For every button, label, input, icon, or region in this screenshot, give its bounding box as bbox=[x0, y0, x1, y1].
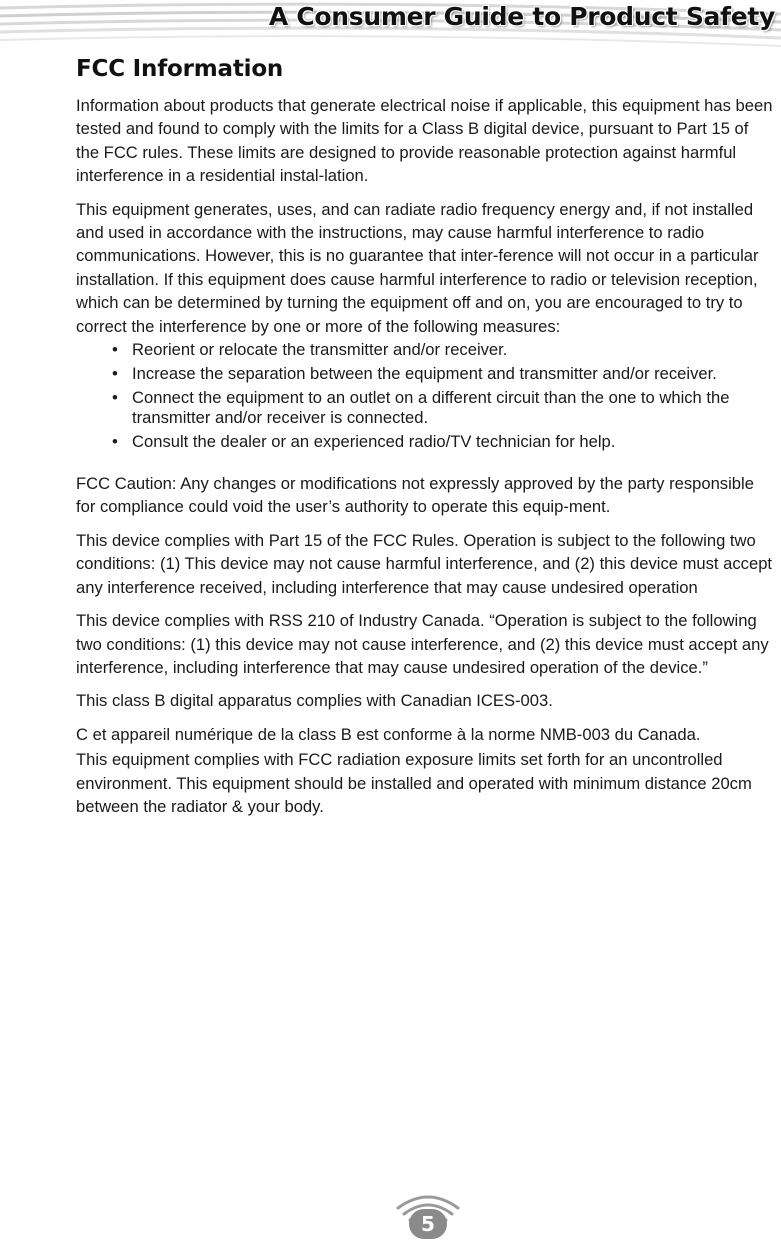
paragraph-rss210: This device complies with RSS 210 of Industry Canada. “Operation is subject to the following two conditions: (1) this device may not cause interference, and (2) this device must accept any interference, including interference that may cause undesired operation of the device.” bbox=[76, 611, 769, 677]
bullet-icon: • bbox=[112, 364, 118, 384]
paragraph-ices003: This class B digital apparatus complies with Canadian ICES-003. bbox=[76, 691, 553, 711]
bullet-icon: • bbox=[112, 388, 118, 408]
paragraph-fcc-intro: Information about products that generate electrical noise if applicable, this equipment has been tested and found to comply with the limits for a Class B digital device, pursuant to Part 15 of the FCC rules. These limits are designed to provide reasonable protection against harmful interference in a residential instal-lation. bbox=[76, 96, 773, 186]
list-item bbox=[76, 432, 776, 452]
paragraph-interference: This equipment generates, uses, and can radiate radio frequency energy and, if not installed and used in accordance with the instructions, may cause harmful interference to radio communications. However, this is no guarantee that inter-ference will not occur in a particular installation. If this equipment does cause harmful interference to radio or television reception, which can be determined by turning the equipment off and on, you are encouraged to try to correct the interference by one or more of the following measures: bbox=[76, 199, 759, 336]
page-number: 5 bbox=[409, 1209, 447, 1239]
paragraph-fcc-caution: FCC Caution: Any changes or modifications not expressly approved by the party responsible for compliance could void the user’s authority to operate this equip-ment. bbox=[76, 474, 754, 517]
measures-list bbox=[76, 340, 776, 452]
list-item-text: Connect the equipment to an outlet on a different circuit than the one to which the transmitter and/or receiver is connected. bbox=[132, 388, 730, 428]
page-content bbox=[76, 56, 776, 828]
list-item bbox=[76, 388, 776, 428]
list-item bbox=[76, 340, 776, 360]
list-item bbox=[76, 364, 776, 384]
paragraph-nmb003: C et appareil numérique de la class B est conforme à la norme NMB-003 du Canada. bbox=[76, 724, 701, 744]
bullet-icon: • bbox=[112, 432, 118, 452]
list-item-text: Increase the separation between the equipment and transmitter and/or receiver. bbox=[132, 364, 717, 384]
header-band bbox=[0, 0, 781, 50]
header-title: A Consumer Guide to Product Safety bbox=[268, 2, 775, 31]
bullet-icon: • bbox=[112, 340, 118, 360]
section-title: FCC Information bbox=[76, 56, 284, 82]
paragraph-part15: This device complies with Part 15 of the FCC Rules. Operation is subject to the following two conditions: (1) This device may not cause harmful interference, and (2) this device must accept any interference received, including interference that may cause undesired operation bbox=[76, 530, 773, 597]
paragraph-rf-exposure: This equipment complies with FCC radiation exposure limits set forth for an uncontrolled environment. This equipment should be installed and operated with minimum distance 20cm between the radiator & your body. bbox=[76, 750, 752, 816]
list-item-text: Reorient or relocate the transmitter and/or receiver. bbox=[132, 340, 508, 360]
list-item-text: Consult the dealer or an experienced radio/TV technician for help. bbox=[132, 432, 616, 452]
